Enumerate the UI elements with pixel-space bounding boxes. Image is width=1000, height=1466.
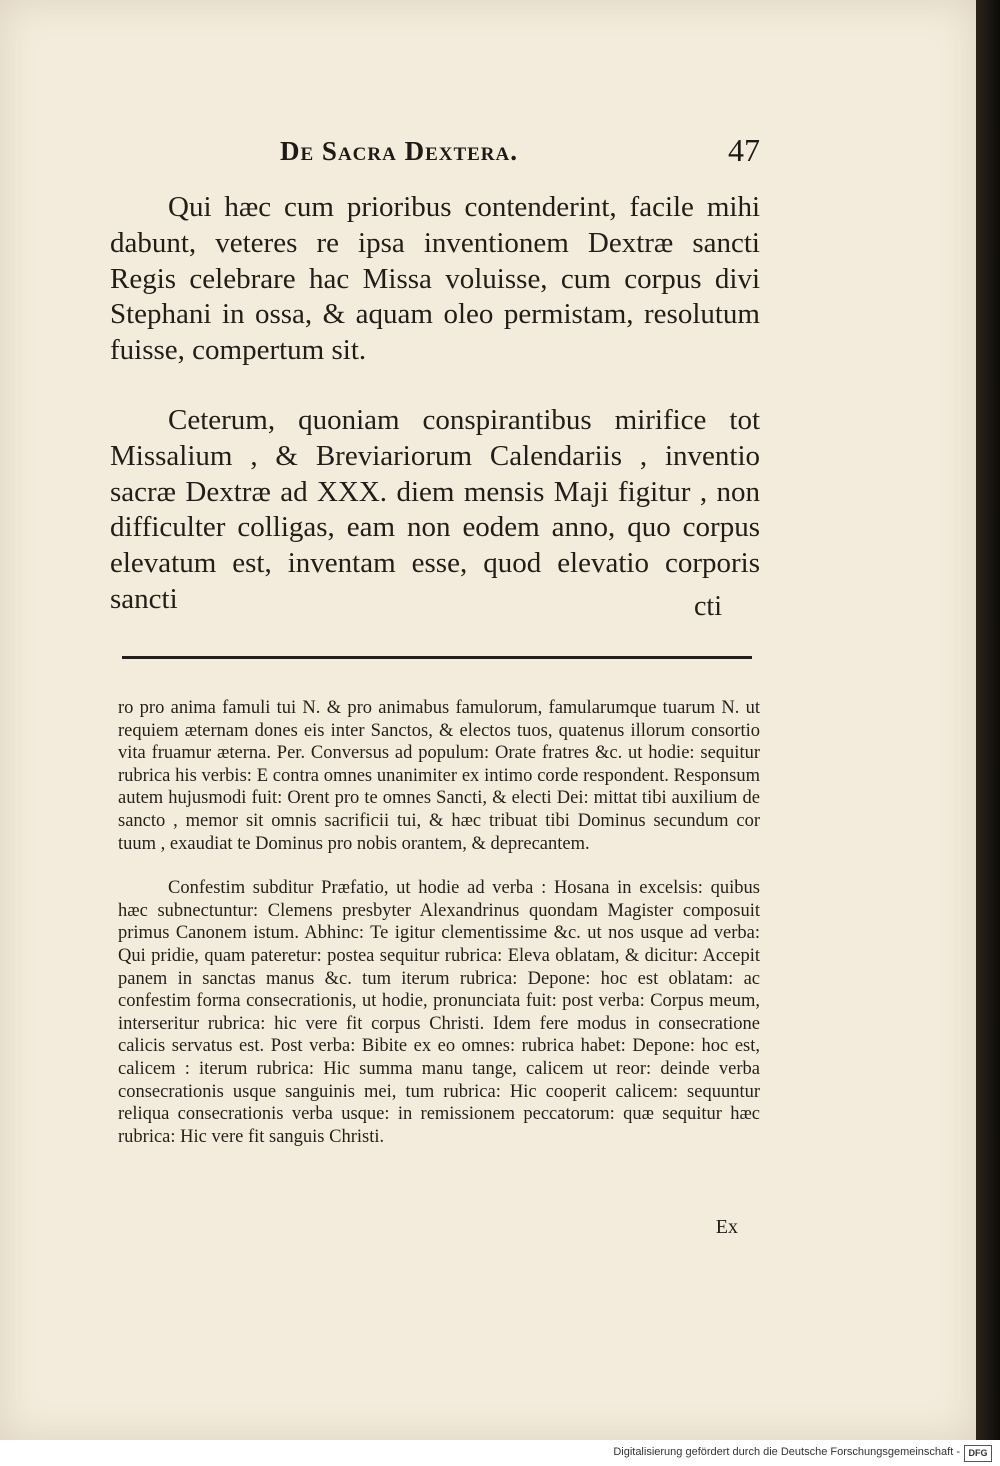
- main-text: [110, 190, 760, 618]
- page-number: 47: [728, 132, 760, 168]
- page-header: [110, 132, 760, 172]
- footnotes: [118, 697, 760, 1148]
- funding-credit: Digitalisierung gefördert durch die Deutsche Forschungsgemeinschaft -: [613, 1446, 960, 1458]
- catchword: cti: [694, 591, 722, 622]
- main-paragraph-2: Ceterum, quoniam conspirantibus mirifice tot Missalium , & Breviariorum Calendariis , inventio sacræ Dextræ ad XXX. diem mensis Maji figitur , non difficulter colligas, eam non eodem anno, quo corpus elevatum est, inventam esse, quod elevatio corporis sancti: [110, 403, 760, 615]
- footnote-paragraph-2: Confestim subditur Præfatio, ut hodie ad verba : Hosana in excelsis: quibus hæc subnectuntur: Clemens presbyter Alexandrinus quondam Magister composuit primus Canonem istum. Abhinc: Te igitur clementissime &c. ut nos usque ad verba: Qui pridie, quam pateretur: postea sequitur rubrica: Eleva oblatam, & dicitur: Accepit panem in sanctas manus &c. tum iterum rubrica: Depone: hoc est oblatam: ac confestim forma consecrationis, ut hodie, pronunciata fuit: post verba: Corpus meum, interseritur rubrica: hic vere fit corpus Christi. Idem fere modus in consecratione calicis servatus est. Post verba: Bibite ex eo omnes: rubrica habet: Depone: hoc est, calicem : iterum rubrica: Hic summa manu tange, calicem ut reor: deinde verba consecrationis usque sanguinis mei, tum rubrica: Hic cooperit calicem: sequuntur reliqua consecrationis verba usque: in remissionem peccatorum: quæ sequitur hæc rubrica: Hic vere fit sanguis Christi.: [118, 878, 760, 1147]
- dfg-logo-icon: DFG: [964, 1445, 992, 1462]
- footer-bar: [0, 1440, 1000, 1466]
- running-title: De Sacra Dextera.: [280, 136, 519, 166]
- footnote-catchword: Ex: [715, 1216, 738, 1238]
- footnote-paragraph-1: ro pro anima famuli tui N. & pro animabus famulorum, famularumque tuarum N. ut requiem æternam dones eis inter Sanctos, & electos tuos, quatenus illorum consortio vita fruamur æterna. Per. Conversus ad populum: Orate fratres &c. ut hodie: sequitur rubrica his verbis: E contra omnes unanimiter ex intimo corde respondent. Responsum autem hujusmodi fuit: Orent pro te omnes Sancti, & electi Dei: mittat tibi auxilium de sancto , memor sit omnis sacrificii tui, & hæc tribuat tibi Dominus secundum cor tuum , exaudiat te Dominus pro nobis orantem, & deprecantem.: [118, 698, 760, 854]
- footnote-rule: [122, 656, 752, 659]
- main-paragraph-1: Qui hæc cum prioribus contenderint, facile mihi dabunt, veteres re ipsa inventionem Dextræ sancti Regis celebrare hac Missa voluisse, cum corpus divi Stephani in ossa, & aquam oleo permistam, resolutum fuisse, compertum sit.: [110, 191, 760, 367]
- book-spine-edge: [976, 0, 1000, 1440]
